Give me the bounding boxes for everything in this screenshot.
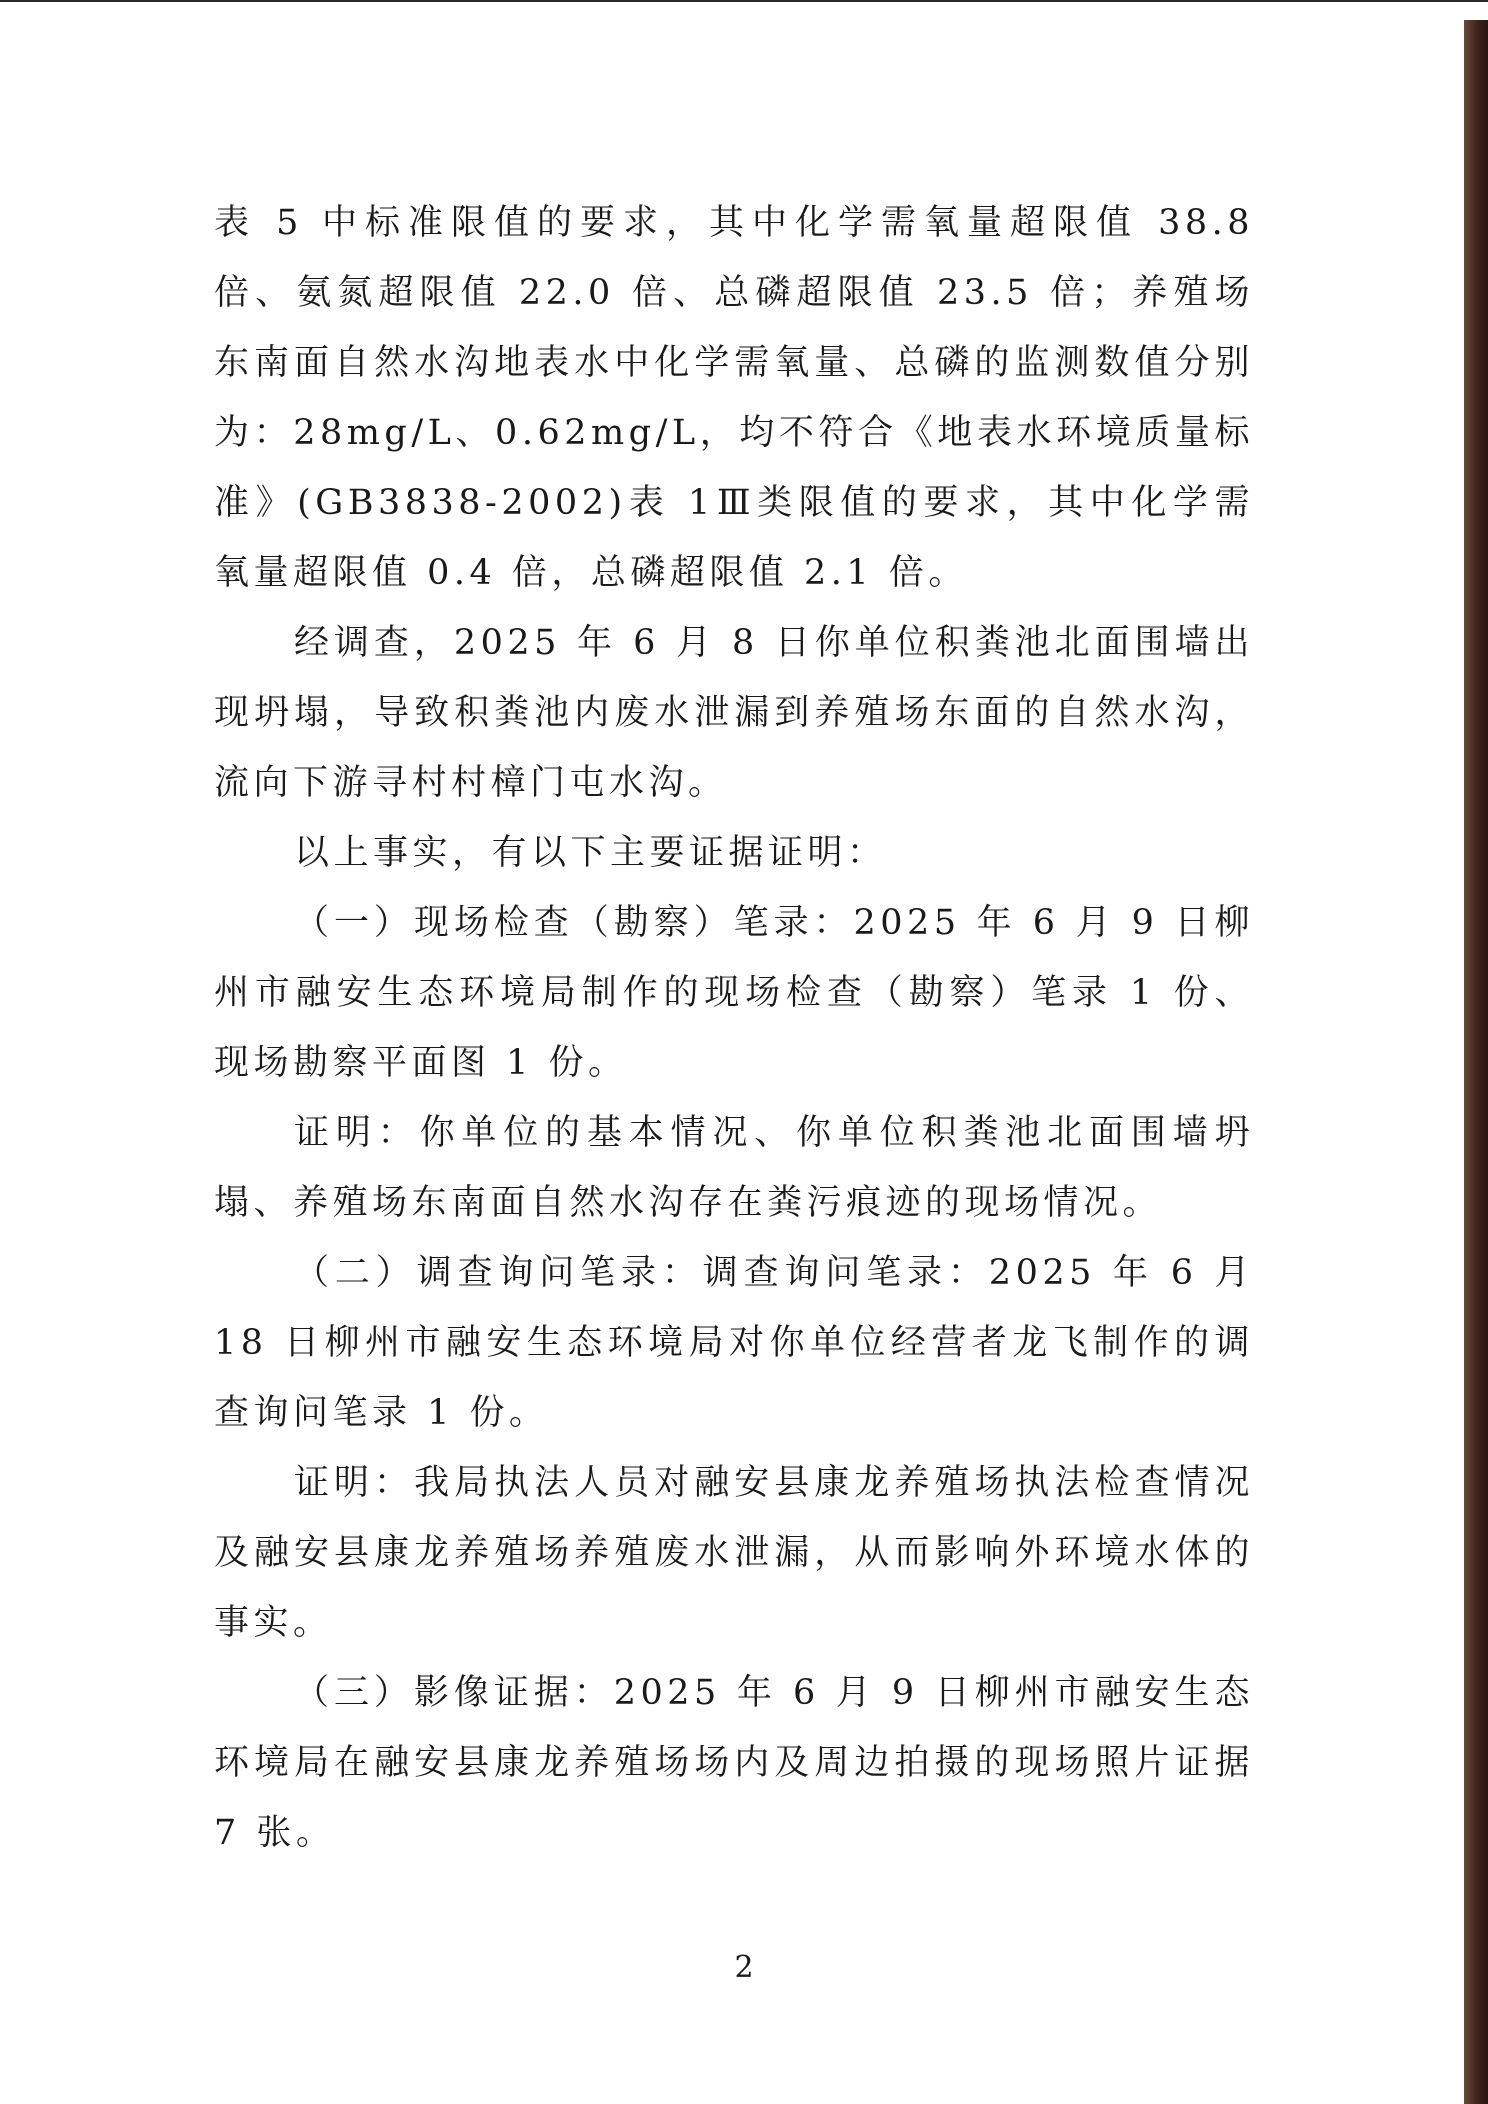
paragraph-3: 以上事实，有以下主要证据证明： [294,833,887,873]
scan-binding-edge [1464,20,1488,2104]
paragraph-2: 经调查，2025 年 6 月 8 日你单位积粪池北面围墙出现坍塌，导致积粪池内废水泄漏到养殖场东面的自然水沟，流向下游寻村村樟门屯水沟。 [214,623,1254,803]
paragraph-5: 证明：你单位的基本情况、你单位积粪池北面围墙坍塌、养殖场东南面自然水沟存在粪污痕迹的现场情况。 [214,1113,1254,1223]
paragraph-6: （二）调查询问笔录：调查询问笔录：2025 年 6 月 18 日柳州市融安生态环境局对你单位经营者龙飞制作的调查询问笔录 1 份。 [214,1253,1254,1433]
paragraph-8: （三）影像证据：2025 年 6 月 9 日柳州市融安生态环境局在融安县康龙养殖场场内及周边拍摄的现场照片证据 7 张。 [214,1673,1254,1853]
body-text [214,188,1254,1868]
paragraph-1: 表 5 中标准限值的要求，其中化学需氧量超限值 38.8 倍、氨氮超限值 22.0 倍、总磷超限值 23.5 倍；养殖场东南面自然水沟地表水中化学需氧量、总磷的监测数值分别为：28mg/L、0.62mg/L，均不符合《地表水环境质量标准》(GB3838-2002)表 1Ⅲ类限值的要求，其中化学需氧量超限值 0.4 倍，总磷超限值 2.1 倍。 [214,203,1254,593]
paragraph-4: （一）现场检查（勘察）笔录：2025 年 6 月 9 日柳州市融安生态环境局制作的现场检查（勘察）笔录 1 份、现场勘察平面图 1 份。 [214,903,1254,1083]
paragraph-7: 证明：我局执法人员对融安县康龙养殖场执法检查情况及融安县康龙养殖场养殖废水泄漏，从而影响外环境水体的事实。 [214,1463,1254,1643]
page-number: 2 [734,1950,754,1985]
scan-top-edge [0,0,1488,2]
